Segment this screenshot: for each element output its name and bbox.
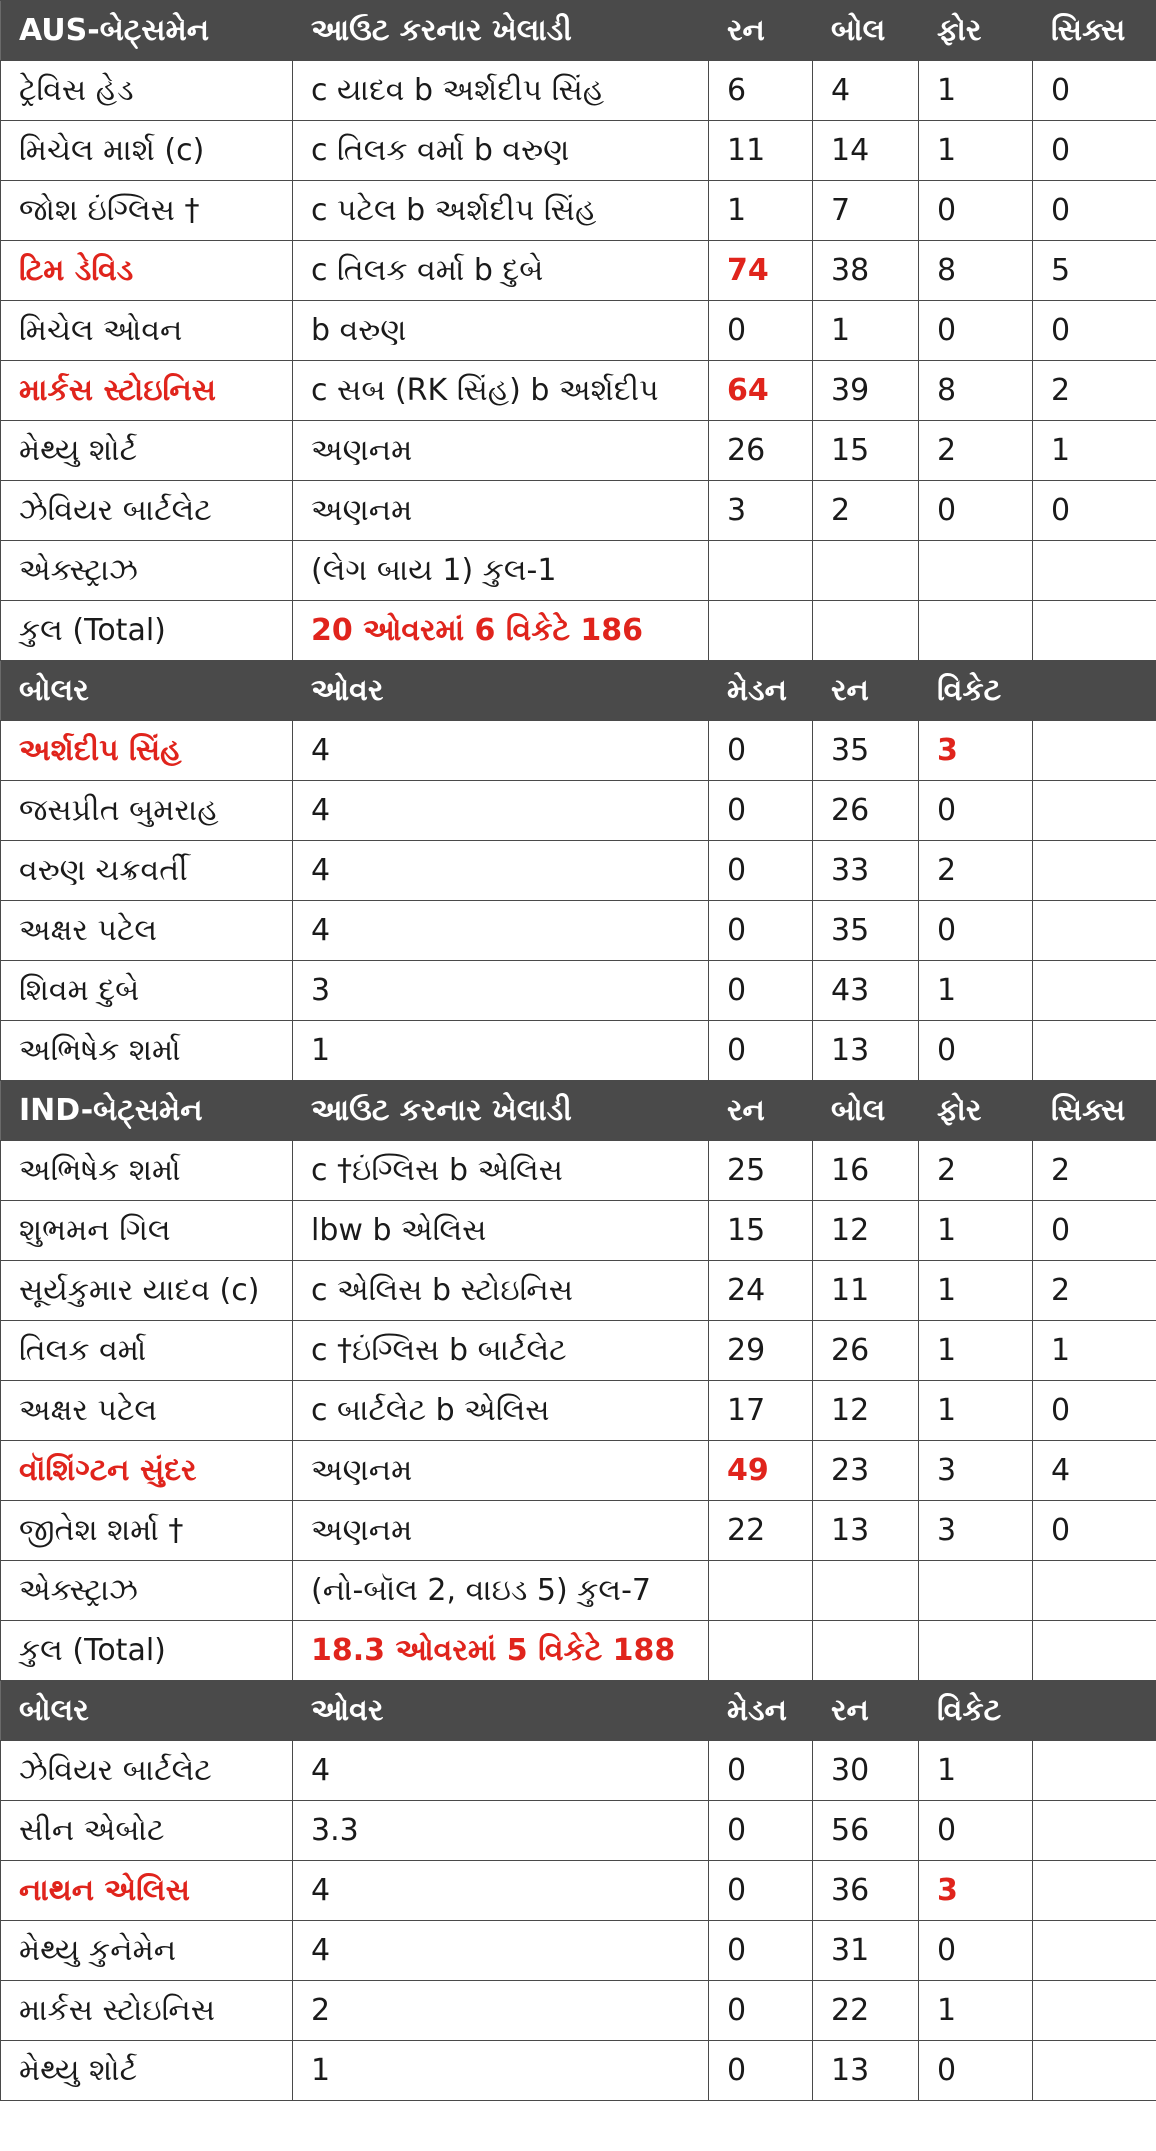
batsman-name-cell: વૉશિંગ્ટન સુંદર (1, 1441, 293, 1501)
wickets-cell: 0 (919, 2041, 1033, 2101)
fours-cell: 2 (919, 1141, 1033, 1201)
wickets-cell: 2 (919, 841, 1033, 901)
overs-cell: 4 (293, 1741, 709, 1801)
batsman-name-cell: ઝેવિયર બાર્ટલેટ (1, 481, 293, 541)
batsman-name-cell: મેથ્યુ શોર્ટ (1, 421, 293, 481)
header-cell: ઓવર (293, 661, 709, 721)
dismissal-cell: lbw b એલિસ (293, 1201, 709, 1261)
ind-bowling-row (1, 841, 1156, 901)
empty-cell (709, 541, 813, 601)
fours-cell: 8 (919, 361, 1033, 421)
sixes-cell: 1 (1033, 421, 1156, 481)
extras-label: એક્સ્ટ્રાઝ (1, 1561, 293, 1621)
bowler-name-cell: જસપ્રીત બુમરાહ (1, 781, 293, 841)
empty-cell (1033, 1561, 1156, 1621)
bowler-name-cell: માર્કસ સ્ટોઇનિસ (1, 1981, 293, 2041)
batsman-name-cell: અભિષેક શર્મા (1, 1141, 293, 1201)
ind-bowling-row (1, 781, 1156, 841)
aus-batting-row (1, 421, 1156, 481)
ind-batting-row (1, 1381, 1156, 1441)
overs-cell: 4 (293, 781, 709, 841)
aus-bowling-row (1, 1861, 1156, 1921)
bowler-name-cell: ઝેવિયર બાર્ટલેટ (1, 1741, 293, 1801)
empty-header-cell (1033, 1681, 1156, 1741)
empty-cell (1033, 1021, 1156, 1081)
batsman-name-cell: મિચેલ ઓવન (1, 301, 293, 361)
header-cell: મેડન (709, 1681, 813, 1741)
empty-cell (1033, 1921, 1156, 1981)
empty-cell (1033, 541, 1156, 601)
maidens-cell: 0 (709, 841, 813, 901)
runs-cell: 17 (709, 1381, 813, 1441)
dismissal-cell: b વરુણ (293, 301, 709, 361)
empty-cell (919, 1561, 1033, 1621)
runs-cell: 35 (813, 901, 919, 961)
extras-value: (નો-બૉલ 2, વાઇડ 5) કુલ-7 (293, 1561, 709, 1621)
runs-cell: 13 (813, 2041, 919, 2101)
runs-cell: 43 (813, 961, 919, 1021)
empty-cell (813, 601, 919, 661)
sixes-cell: 0 (1033, 1381, 1156, 1441)
overs-cell: 4 (293, 1861, 709, 1921)
batsman-name-cell: ટિમ ડેવિડ (1, 241, 293, 301)
overs-cell: 3.3 (293, 1801, 709, 1861)
empty-cell (709, 601, 813, 661)
empty-cell (1033, 601, 1156, 661)
balls-cell: 2 (813, 481, 919, 541)
runs-cell: 24 (709, 1261, 813, 1321)
empty-cell (1033, 781, 1156, 841)
dismissal-cell: c †ઇંગ્લિસ b બાર્ટલેટ (293, 1321, 709, 1381)
balls-cell: 13 (813, 1501, 919, 1561)
aus-bowling-row (1, 1741, 1156, 1801)
bowler-name-cell: શિવમ દુબે (1, 961, 293, 1021)
sixes-cell: 0 (1033, 481, 1156, 541)
sixes-cell: 0 (1033, 61, 1156, 121)
empty-cell (1033, 1741, 1156, 1801)
ind-batting-row (1, 1321, 1156, 1381)
wickets-cell: 3 (919, 1861, 1033, 1921)
aus-batting-header (1, 1, 1156, 61)
empty-cell (813, 541, 919, 601)
header-cell: આઉટ કરનાર ખેલાડી (293, 1, 709, 61)
aus-total-row (1, 601, 1156, 661)
balls-cell: 38 (813, 241, 919, 301)
maidens-cell: 0 (709, 2041, 813, 2101)
bowler-name-cell: અક્ષર પટેલ (1, 901, 293, 961)
header-cell: રન (813, 1681, 919, 1741)
header-cell: સિક્સ (1033, 1081, 1156, 1141)
header-cell: રન (709, 1081, 813, 1141)
runs-cell: 26 (813, 781, 919, 841)
dismissal-cell: c બાર્ટલેટ b એલિસ (293, 1381, 709, 1441)
aus-batting-row (1, 61, 1156, 121)
aus-bowling-row (1, 2041, 1156, 2101)
total-value: 18.3 ઓવરમાં 5 વિકેટે 188 (293, 1621, 709, 1681)
batsman-name-cell: સૂર્યકુમાર યાદવ (c) (1, 1261, 293, 1321)
wickets-cell: 0 (919, 1021, 1033, 1081)
sixes-cell: 2 (1033, 1261, 1156, 1321)
overs-cell: 2 (293, 1981, 709, 2041)
ind-batting-row (1, 1501, 1156, 1561)
runs-cell: 22 (813, 1981, 919, 2041)
bowler-name-cell: નાથન એલિસ (1, 1861, 293, 1921)
maidens-cell: 0 (709, 1921, 813, 1981)
sixes-cell: 0 (1033, 1201, 1156, 1261)
empty-cell (1033, 2041, 1156, 2101)
empty-cell (1033, 1801, 1156, 1861)
header-cell: રન (709, 1, 813, 61)
overs-cell: 1 (293, 2041, 709, 2101)
balls-cell: 4 (813, 61, 919, 121)
batsman-name-cell: તિલક વર્મા (1, 1321, 293, 1381)
header-cell: રન (813, 661, 919, 721)
fours-cell: 1 (919, 1321, 1033, 1381)
runs-cell: 0 (709, 301, 813, 361)
overs-cell: 4 (293, 721, 709, 781)
runs-cell: 33 (813, 841, 919, 901)
total-value: 20 ઓવરમાં 6 વિકેટે 186 (293, 601, 709, 661)
header-cell: વિકેટ (919, 661, 1033, 721)
wickets-cell: 3 (919, 721, 1033, 781)
balls-cell: 14 (813, 121, 919, 181)
balls-cell: 26 (813, 1321, 919, 1381)
empty-cell (1033, 1981, 1156, 2041)
dismissal-cell: c યાદવ b અર્શદીપ સિંહ (293, 61, 709, 121)
wickets-cell: 0 (919, 781, 1033, 841)
dismissal-cell: અણનમ (293, 421, 709, 481)
batsman-name-cell: અક્ષર પટેલ (1, 1381, 293, 1441)
dismissal-cell: અણનમ (293, 1441, 709, 1501)
ind-batting-row (1, 1141, 1156, 1201)
fours-cell: 3 (919, 1501, 1033, 1561)
balls-cell: 16 (813, 1141, 919, 1201)
header-cell: મેડન (709, 661, 813, 721)
header-cell: બોલર (1, 1681, 293, 1741)
runs-cell: 11 (709, 121, 813, 181)
aus-batting-row (1, 481, 1156, 541)
overs-cell: 4 (293, 841, 709, 901)
balls-cell: 1 (813, 301, 919, 361)
empty-cell (1033, 721, 1156, 781)
ind-bowling-row (1, 901, 1156, 961)
scorecard-body (1, 1, 1156, 2101)
fours-cell: 3 (919, 1441, 1033, 1501)
bowler-name-cell: મેથ્યુ શોર્ટ (1, 2041, 293, 2101)
sixes-cell: 2 (1033, 1141, 1156, 1201)
wickets-cell: 0 (919, 1921, 1033, 1981)
wickets-cell: 1 (919, 1741, 1033, 1801)
wickets-cell: 1 (919, 1981, 1033, 2041)
bowler-name-cell: સીન એબોટ (1, 1801, 293, 1861)
ind-batting-row (1, 1261, 1156, 1321)
empty-cell (709, 1561, 813, 1621)
maidens-cell: 0 (709, 781, 813, 841)
runs-cell: 13 (813, 1021, 919, 1081)
sixes-cell: 0 (1033, 1501, 1156, 1561)
runs-cell: 31 (813, 1921, 919, 1981)
dismissal-cell: c †ઇંગ્લિસ b એલિસ (293, 1141, 709, 1201)
batsman-name-cell: જીતેશ શર્મા † (1, 1501, 293, 1561)
aus-batting-row (1, 301, 1156, 361)
maidens-cell: 0 (709, 1861, 813, 1921)
runs-cell: 1 (709, 181, 813, 241)
fours-cell: 0 (919, 481, 1033, 541)
sixes-cell: 0 (1033, 301, 1156, 361)
dismissal-cell: c સબ (RK સિંહ) b અર્શદીપ (293, 361, 709, 421)
fours-cell: 1 (919, 1381, 1033, 1441)
empty-cell (813, 1621, 919, 1681)
aus-batting-row (1, 181, 1156, 241)
balls-cell: 12 (813, 1201, 919, 1261)
header-cell: સિક્સ (1033, 1, 1156, 61)
fours-cell: 1 (919, 1201, 1033, 1261)
wickets-cell: 1 (919, 961, 1033, 1021)
runs-cell: 15 (709, 1201, 813, 1261)
runs-cell: 74 (709, 241, 813, 301)
empty-cell (813, 1561, 919, 1621)
empty-cell (1033, 841, 1156, 901)
total-label: કુલ (Total) (1, 601, 293, 661)
extras-value: (લેગ બાય 1) કુલ-1 (293, 541, 709, 601)
runs-cell: 3 (709, 481, 813, 541)
fours-cell: 0 (919, 301, 1033, 361)
header-cell: ફોર (919, 1081, 1033, 1141)
ind-batting-header (1, 1081, 1156, 1141)
fours-cell: 1 (919, 121, 1033, 181)
empty-cell (1033, 1621, 1156, 1681)
total-label: કુલ (Total) (1, 1621, 293, 1681)
header-cell: IND-બેટ્સમેન (1, 1081, 293, 1141)
runs-cell: 36 (813, 1861, 919, 1921)
fours-cell: 1 (919, 61, 1033, 121)
maidens-cell: 0 (709, 901, 813, 961)
header-cell: બોલ (813, 1081, 919, 1141)
dismissal-cell: c પટેલ b અર્શદીપ સિંહ (293, 181, 709, 241)
empty-cell (919, 541, 1033, 601)
sixes-cell: 1 (1033, 1321, 1156, 1381)
header-cell: બોલર (1, 661, 293, 721)
runs-cell: 56 (813, 1801, 919, 1861)
maidens-cell: 0 (709, 1981, 813, 2041)
sixes-cell: 0 (1033, 121, 1156, 181)
fours-cell: 8 (919, 241, 1033, 301)
fours-cell: 2 (919, 421, 1033, 481)
batsman-name-cell: ટ્રેવિસ હેડ (1, 61, 293, 121)
sixes-cell: 4 (1033, 1441, 1156, 1501)
wickets-cell: 0 (919, 1801, 1033, 1861)
maidens-cell: 0 (709, 1021, 813, 1081)
fours-cell: 0 (919, 181, 1033, 241)
runs-cell: 30 (813, 1741, 919, 1801)
balls-cell: 12 (813, 1381, 919, 1441)
dismissal-cell: c તિલક વર્મા b દુબે (293, 241, 709, 301)
runs-cell: 22 (709, 1501, 813, 1561)
aus-bowling-row (1, 1801, 1156, 1861)
wickets-cell: 0 (919, 901, 1033, 961)
overs-cell: 4 (293, 1921, 709, 1981)
batsman-name-cell: મિચેલ માર્શ (c) (1, 121, 293, 181)
empty-cell (1033, 961, 1156, 1021)
maidens-cell: 0 (709, 961, 813, 1021)
overs-cell: 4 (293, 901, 709, 961)
batsman-name-cell: જોશ ઇંગ્લિસ † (1, 181, 293, 241)
batsman-name-cell: શુભમન ગિલ (1, 1201, 293, 1261)
aus-extras-row (1, 541, 1156, 601)
maidens-cell: 0 (709, 1741, 813, 1801)
dismissal-cell: અણનમ (293, 481, 709, 541)
overs-cell: 3 (293, 961, 709, 1021)
empty-cell (1033, 1861, 1156, 1921)
aus-bowling-row (1, 1981, 1156, 2041)
maidens-cell: 0 (709, 1801, 813, 1861)
balls-cell: 11 (813, 1261, 919, 1321)
aus-batting-row (1, 121, 1156, 181)
balls-cell: 15 (813, 421, 919, 481)
bowler-name-cell: વરુણ ચક્રવર્તી (1, 841, 293, 901)
aus-bowling-row (1, 1921, 1156, 1981)
maidens-cell: 0 (709, 721, 813, 781)
bowler-name-cell: અભિષેક શર્મા (1, 1021, 293, 1081)
ind-bowling-header (1, 661, 1156, 721)
ind-bowling-row (1, 721, 1156, 781)
empty-header-cell (1033, 661, 1156, 721)
extras-label: એક્સ્ટ્રાઝ (1, 541, 293, 601)
aus-batting-row (1, 361, 1156, 421)
dismissal-cell: c એલિસ b સ્ટોઇનિસ (293, 1261, 709, 1321)
header-cell: ફોર (919, 1, 1033, 61)
aus-batting-row (1, 241, 1156, 301)
ind-total-row (1, 1621, 1156, 1681)
empty-cell (919, 601, 1033, 661)
sixes-cell: 5 (1033, 241, 1156, 301)
runs-cell: 49 (709, 1441, 813, 1501)
balls-cell: 23 (813, 1441, 919, 1501)
header-cell: વિકેટ (919, 1681, 1033, 1741)
header-cell: બોલ (813, 1, 919, 61)
dismissal-cell: c તિલક વર્મા b વરુણ (293, 121, 709, 181)
dismissal-cell: અણનમ (293, 1501, 709, 1561)
ind-bowling-row (1, 1021, 1156, 1081)
empty-cell (1033, 901, 1156, 961)
runs-cell: 35 (813, 721, 919, 781)
sixes-cell: 0 (1033, 181, 1156, 241)
fours-cell: 1 (919, 1261, 1033, 1321)
runs-cell: 6 (709, 61, 813, 121)
aus-bowling-header (1, 1681, 1156, 1741)
runs-cell: 26 (709, 421, 813, 481)
balls-cell: 7 (813, 181, 919, 241)
ind-extras-row (1, 1561, 1156, 1621)
runs-cell: 25 (709, 1141, 813, 1201)
batsman-name-cell: માર્કસ સ્ટોઇનિસ (1, 361, 293, 421)
ind-batting-row (1, 1201, 1156, 1261)
ind-bowling-row (1, 961, 1156, 1021)
bowler-name-cell: અર્શદીપ સિંહ (1, 721, 293, 781)
overs-cell: 1 (293, 1021, 709, 1081)
runs-cell: 64 (709, 361, 813, 421)
header-cell: AUS-બેટ્સમેન (1, 1, 293, 61)
sixes-cell: 2 (1033, 361, 1156, 421)
bowler-name-cell: મેથ્યુ કુનેમેન (1, 1921, 293, 1981)
balls-cell: 39 (813, 361, 919, 421)
ind-batting-row (1, 1441, 1156, 1501)
header-cell: ઓવર (293, 1681, 709, 1741)
header-cell: આઉટ કરનાર ખેલાડી (293, 1081, 709, 1141)
runs-cell: 29 (709, 1321, 813, 1381)
empty-cell (709, 1621, 813, 1681)
empty-cell (919, 1621, 1033, 1681)
